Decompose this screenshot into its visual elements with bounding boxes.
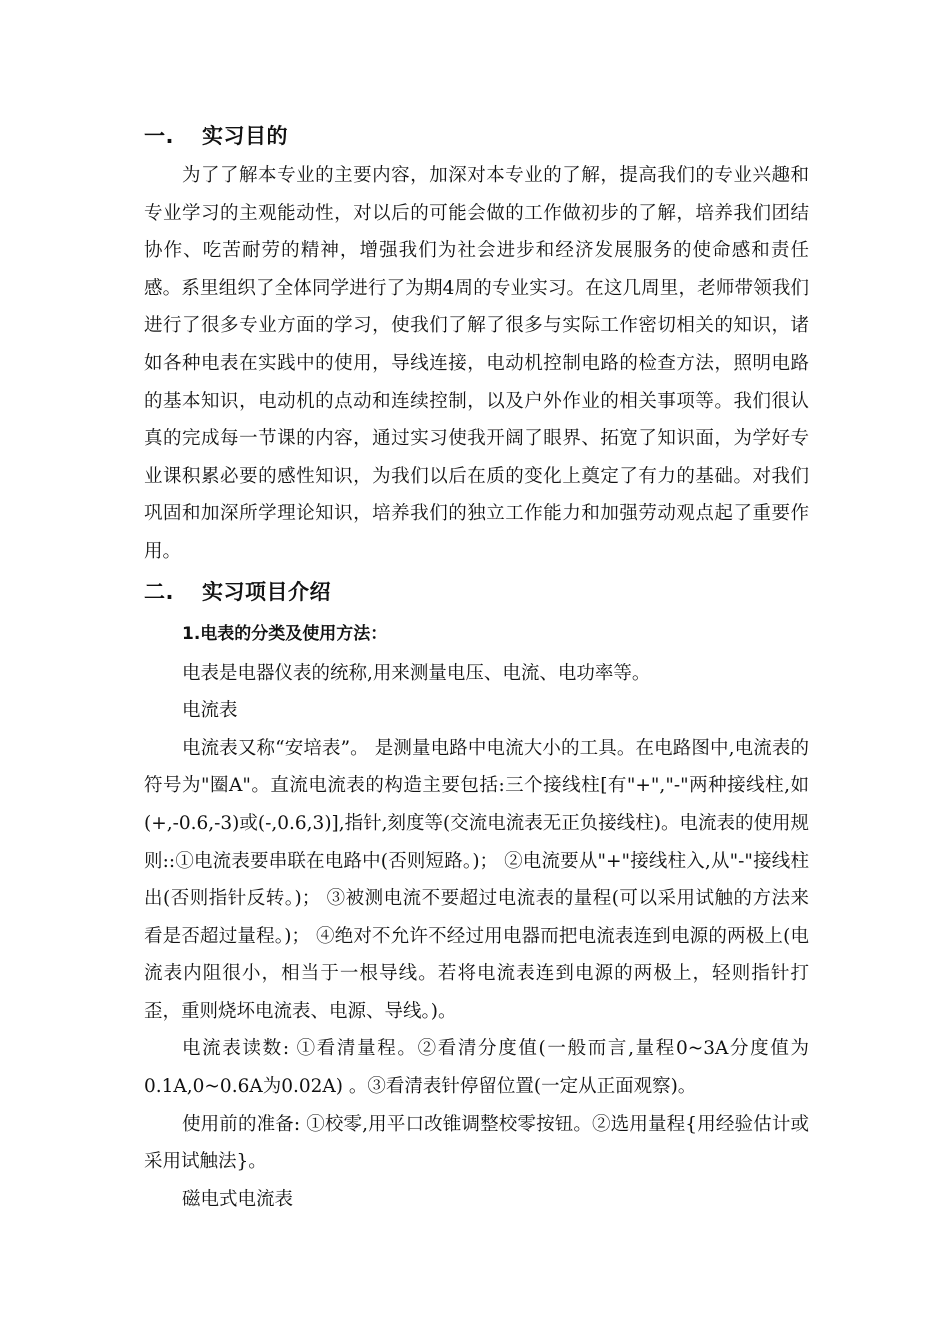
paragraph-preparation: 使用前的准备: ①校零,用平口改锥调整校零按钮。②选用量程{用经验估计或采用试触法}。 — [144, 1113, 809, 1173]
section-2-title: 实习项目介绍 — [202, 579, 331, 604]
paragraph-ammeter-label: 电流表 — [182, 700, 238, 722]
paragraph-ammeter-description: 电流表又称“安培表”。 是测量电路中电流大小的工具。在电路图中,电流表的符号为"圈A"。直流电流表的构造主要包括:三个接线柱[有"+","-"两种接线柱,如(+,-0.6,-3)或(-,0.6,3)],指针,刻度等(交流电流表无正负接线柱)。电流表的使用规则::①电流表要串联在电路中(否则短路。)； ②电流要从"+"接线柱入,从"-"接线柱出(否则指针反转。)； ③被测电流不要超过电流表的量程(可以采用试触的方法来看是否超过量程。)； ④绝对不允许不经过用电器而把电流表连到电源的两极上(电流表内阻很小，相当于一根导线。若将电流表连到电源的两极上，轻则指针打歪，重则烧坏电流表、电源、导线。)。 — [144, 737, 809, 1022]
paragraph-meter-definition: 电表是电器仪表的统称,用来测量电压、电流、电功率等。 — [182, 662, 651, 684]
section-2-heading — [144, 578, 809, 606]
section-1-title: 实习目的 — [202, 124, 288, 148]
paragraph-ammeter-reading: 电流表读数: ①看清量程。②看清分度值(一般而言,量程0~3A分度值为0.1A,0~0.6A为0.02A) 。③看清表针停留位置(一定从正面观察)。 — [144, 1038, 809, 1098]
section-1-paragraph: 为了了解本专业的主要内容，加深对本专业的了解，提高我们的专业兴趣和专业学习的主观能动性，对以后的可能会做的工作做初步的了解，培养我们团结协作、吃苦耐劳的精神，增强我们为社会进步和经济发展服务的使命感和责任感。系里组织了全体同学进行了为期4周的专业实习。在这几周里，老师带领我们进行了很多专业方面的学习，使我们了解了很多与实际工作密切相关的知识，诸如各种电表在实践中的使用，导线连接，电动机控制电路的检查方法，照明电路的基本知识，电动机的点动和连续控制，以及户外作业的相关事项等。我们很认真的完成每一节课的内容，通过实习使我开阔了眼界、拓宽了知识面，为学好专业课积累必要的感性知识，为我们以后在质的变化上奠定了有力的基础。对我们巩固和加深所学理论知识，培养我们的独立工作能力和加强劳动观点起了重要作用。 — [144, 165, 809, 562]
subsection-heading: 1.电表的分类及使用方法： — [182, 623, 388, 644]
section-1-number: 一. — [144, 124, 174, 148]
document-page — [144, 112, 809, 1218]
section-2-number: 二. — [144, 579, 174, 604]
section-1-heading — [144, 122, 809, 150]
paragraph-magnetoelectric-label: 磁电式电流表 — [182, 1188, 294, 1210]
